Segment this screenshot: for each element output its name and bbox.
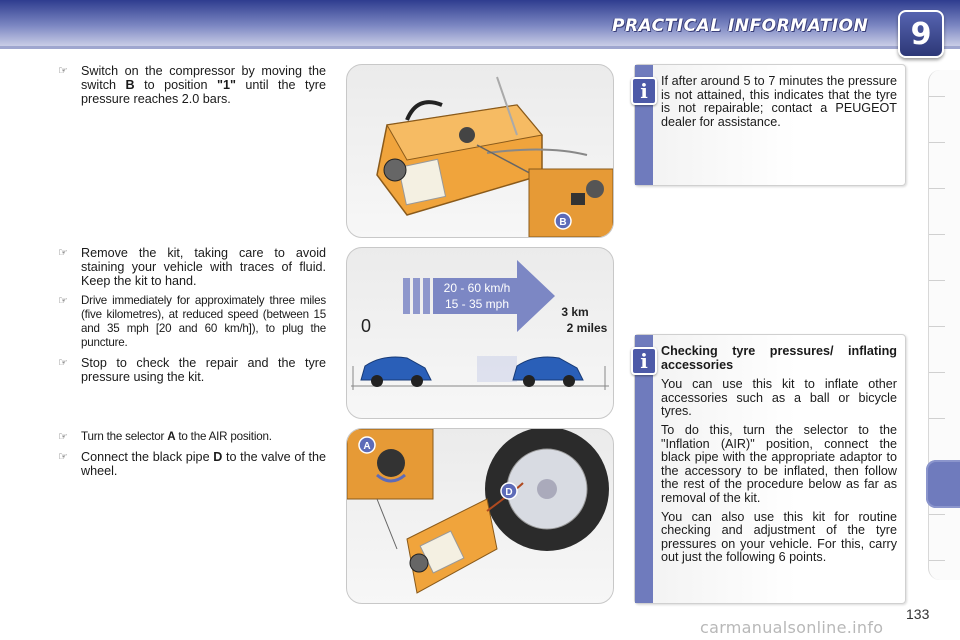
selector-dial — [377, 449, 405, 477]
instruction-item — [58, 294, 326, 350]
info-icon: i — [631, 77, 657, 105]
tab-divider — [929, 372, 945, 373]
watermark: carmanualsonline.info — [700, 618, 884, 637]
tab-divider — [929, 96, 945, 97]
instruction-text: Switch on the compressor by moving the switch — [81, 64, 326, 92]
position-label: "1" — [216, 78, 236, 92]
car-wheel — [371, 375, 383, 387]
instruction-group-2 — [58, 246, 326, 390]
tab-divider — [929, 326, 945, 327]
speed-arrow-stripe — [423, 278, 430, 314]
speed-arrow — [433, 260, 555, 332]
drive-diagram — [347, 248, 613, 418]
car-end-icon — [513, 357, 583, 387]
info-box-repair-failure — [634, 64, 906, 186]
instruction-group-3 — [58, 430, 326, 484]
zoom-pointer — [377, 499, 397, 549]
drive-distance-illustration — [346, 247, 614, 419]
info-paragraph: You can also use this kit for routine checking and adjustment of the tyre pressures on your vehicle. For this, carry out just the following 6 points. — [661, 509, 897, 565]
info-box-checking-pressures — [634, 334, 906, 604]
instruction-text: Remove the kit, taking care to avoid staining your vehicle with traces of fluid. Keep the kit to hand. — [81, 246, 326, 288]
instruction-text: Connect the black pipe — [81, 450, 214, 464]
info-paragraph: To do this, turn the selector to the "Inflation (AIR)" position, connect the black pipe with the appropriate adaptor to the accessory to be inflated, then follow the rest of the procedure below as far as removal of the kit. — [661, 422, 897, 505]
speed-arrow-stripe — [403, 278, 410, 314]
switch-b — [571, 193, 585, 205]
callout-b-label: B — [559, 217, 567, 228]
instruction-text: Drive immediately for approximately three miles (five kilometres), at reduced speed (between 15 and 35 mph [20 and 60 km/h]), to plug the puncture. — [81, 294, 326, 349]
pressure-gauge — [410, 554, 428, 572]
car-wheel — [563, 375, 575, 387]
instruction-item — [58, 246, 326, 288]
page-number: 133 — [906, 606, 930, 622]
speed-mph-label: 15 - 35 mph — [444, 297, 510, 311]
speed-arrow-stripe — [413, 278, 420, 314]
instruction-item — [58, 430, 326, 444]
pipe-connection-illustration — [346, 428, 614, 604]
instruction-group-1 — [58, 64, 326, 112]
instruction-text: Stop to check the repair and the tyre pressure using the kit. — [81, 356, 326, 384]
distance-km-label: 3 km — [561, 305, 589, 319]
pointing-hand-icon: ☞ — [58, 356, 68, 369]
instruction-text: until the tyre pressure reaches 2.0 bars. — [81, 78, 326, 106]
switch-knob — [586, 180, 604, 198]
compressor-drawing — [347, 65, 613, 237]
tab-divider — [929, 188, 945, 189]
info-paragraph: If after around 5 to 7 minutes the pressure is not attained, this indicates that the tyre is not repairable; contact a PEUGEOT dealer for assistance. — [661, 74, 897, 129]
car-wheel — [411, 375, 423, 387]
section-title: PRACTICAL INFORMATION — [612, 16, 869, 36]
switch-label: B — [125, 78, 135, 92]
info-heading: Checking tyre pressures/ inflating accessories — [661, 344, 897, 372]
pointing-hand-icon: ☞ — [58, 450, 68, 463]
tab-divider — [929, 514, 945, 515]
instruction-text: Turn the selector — [81, 430, 168, 443]
info-icon: i — [631, 347, 657, 375]
start-distance-label: 0 — [361, 316, 372, 336]
info-paragraph: You can use this kit to inflate other accessories such as a ball or bicycle tyres. — [661, 377, 897, 419]
instruction-text: to the valve of the wheel. — [81, 450, 326, 478]
instruction-item — [58, 356, 326, 384]
selector-knob — [459, 127, 475, 143]
info-accent-bar — [635, 335, 653, 603]
pointing-hand-icon: ☞ — [58, 246, 68, 259]
selector-label: A — [167, 430, 176, 443]
info-body — [661, 65, 905, 144]
chapter-tab-active[interactable] — [926, 460, 960, 508]
pressure-gauge — [384, 159, 406, 181]
pointing-hand-icon: ☞ — [58, 430, 68, 443]
instruction-text: to the AIR position. — [175, 430, 272, 443]
instruction-item — [58, 64, 326, 106]
chapter-number-badge[interactable]: 9 — [898, 10, 944, 58]
callout-a-label: A — [363, 441, 371, 452]
pipe-label: D — [213, 450, 223, 464]
speed-kmh-label: 20 - 60 km/h — [443, 281, 511, 295]
motion-blur — [477, 356, 517, 382]
callout-d-label: D — [505, 487, 513, 498]
pointing-hand-icon: ☞ — [58, 64, 68, 77]
header-divider — [0, 46, 960, 49]
tab-divider — [929, 560, 945, 561]
compressor-illustration — [346, 64, 614, 238]
tab-divider — [929, 234, 945, 235]
distance-miles-label: 2 miles — [566, 321, 608, 335]
tab-divider — [929, 418, 945, 419]
car-wheel — [523, 375, 535, 387]
tab-divider — [929, 280, 945, 281]
instruction-item — [58, 450, 326, 478]
car-start-icon — [361, 357, 431, 387]
info-body — [661, 335, 905, 580]
pipe-connection-drawing — [347, 429, 613, 603]
tab-divider — [929, 142, 945, 143]
instruction-text: to position — [134, 78, 217, 92]
pointing-hand-icon: ☞ — [58, 294, 68, 307]
wheel-hub — [537, 479, 557, 499]
